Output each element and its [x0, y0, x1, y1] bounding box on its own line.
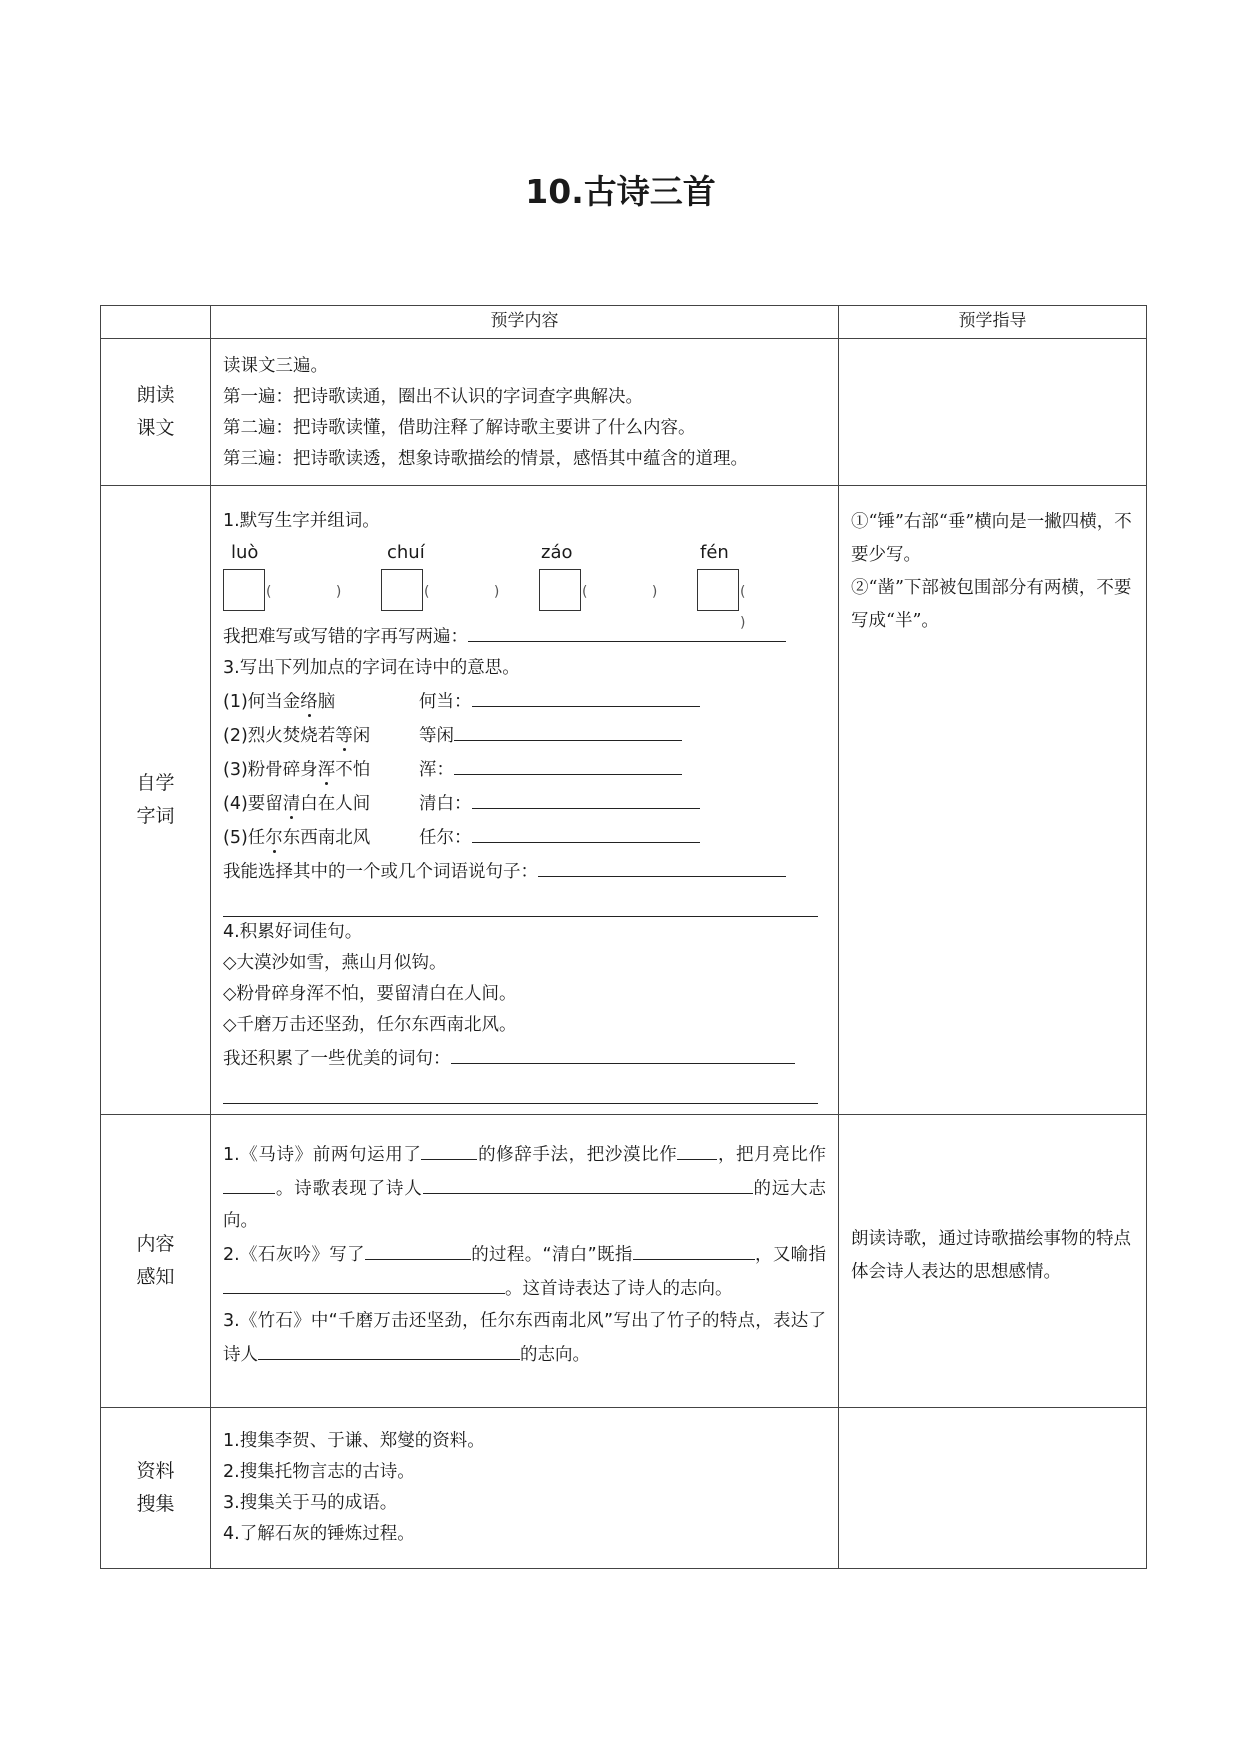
collect-line: 2.搜集托物言志的古诗。 [223, 1462, 415, 1482]
meaning-item [223, 718, 826, 752]
phrase [223, 755, 419, 786]
answer-blank[interactable] [454, 752, 682, 775]
collect-content [211, 1408, 839, 1569]
char-box[interactable] [697, 569, 739, 611]
meaning-item [223, 820, 826, 854]
reading-line: 第二遍：把诗歌读懂，借助注释了解诗歌主要讲了什么内容。 [223, 418, 696, 438]
collect-line: 1.搜集李贺、于谦、郑燮的资料。 [223, 1431, 485, 1451]
quote-line: ◇千磨万击还坚劲，任尔东西南北风。 [223, 1015, 517, 1035]
q1-text: 1.默写生字并组词。 [223, 511, 380, 531]
term-label: 任尔： [419, 828, 472, 848]
phrase-post: 东西南北风 [282, 828, 371, 848]
dotted-char: 尔 [265, 828, 283, 848]
phrase-pre: 粉骨碎身 [247, 760, 318, 780]
preview-table [100, 305, 1147, 1569]
q-text: 的志向。 [520, 1345, 590, 1365]
label-line: 搜集 [136, 1493, 175, 1515]
term-label: 浑： [419, 760, 454, 780]
quote-line: ◇粉骨碎身浑不怕，要留清白在人间。 [223, 984, 517, 1004]
answer-blank[interactable] [365, 1237, 471, 1260]
phrase [223, 721, 419, 752]
row-label-collect [101, 1408, 211, 1569]
q-text: 。诗歌表现了诗人 [275, 1179, 423, 1199]
answer-blank[interactable] [472, 786, 700, 809]
q3-text: 3.写出下列加点的字词在诗中的意思。 [223, 658, 520, 678]
term-label: 清白： [419, 794, 472, 814]
word-paren: ( ) [582, 584, 688, 600]
answer-blank[interactable] [223, 1271, 505, 1294]
label-line: 内容 [136, 1233, 175, 1255]
question-1 [223, 1137, 826, 1237]
content-guide: 朗读诗歌，通过诗歌描绘事物的特点体会诗人表达的思想感情。 [839, 1115, 1147, 1408]
collect-line: 3.搜集关于马的成语。 [223, 1493, 398, 1513]
label-line: 课文 [136, 417, 175, 439]
reading-line: 第三遍：把诗歌读透，想象诗歌描绘的情景，感悟其中蕴含的道理。 [223, 449, 748, 469]
table-row-collect [101, 1408, 1147, 1569]
meaning-item [223, 684, 826, 718]
meaning-item [223, 752, 826, 786]
pinyin: luò [231, 542, 259, 563]
header-cell-content: 预学内容 [211, 306, 839, 339]
writing-boxes [223, 569, 826, 631]
dotted-char: 清 [282, 794, 301, 814]
answer-blank[interactable] [454, 718, 682, 741]
answer-blank[interactable] [258, 1337, 520, 1360]
collect-line: 4.了解石灰的锤炼过程。 [223, 1524, 415, 1544]
dotted-char: 浑 [317, 760, 336, 780]
table-row-reading [101, 339, 1147, 486]
item-num: (3) [223, 760, 248, 780]
quote-line: ◇大漠沙如雪，燕山月似钩。 [223, 953, 447, 973]
content-perception [211, 1115, 839, 1408]
phrase-post: 脑 [317, 692, 336, 712]
reading-line: 读课文三遍。 [223, 356, 328, 376]
accumulate-line [223, 1041, 826, 1075]
answer-blank[interactable] [677, 1137, 717, 1160]
answer-blank[interactable] [472, 820, 700, 843]
phrase-post: 闲 [352, 726, 371, 746]
answer-blank[interactable] [451, 1041, 795, 1064]
q-text: ，把月亮比作 [717, 1145, 827, 1165]
word-paren: ( ) [424, 584, 530, 600]
pinyin: záo [541, 542, 573, 563]
word-paren: ( ) [266, 584, 372, 600]
dotted-char: 等 [335, 726, 353, 746]
guide-note: ②“凿”下部被包围部分有两横，不要写成“半”。 [851, 578, 1132, 631]
q-text: 。这首诗表达了诗人的志向。 [505, 1279, 733, 1299]
term-label: 何当： [419, 692, 472, 712]
answer-blank[interactable] [423, 1171, 753, 1194]
reading-guide [839, 339, 1147, 486]
reading-line: 第一遍：把诗歌读通，圈出不认识的字词查字典解决。 [223, 387, 643, 407]
answer-blank[interactable] [538, 854, 786, 877]
phrase [223, 687, 419, 718]
accumulate-text: 我还积累了一些优美的词句： [223, 1049, 451, 1069]
header-cell-guide: 预学指导 [839, 306, 1147, 339]
char-box[interactable] [539, 569, 581, 611]
char-box[interactable] [223, 569, 265, 611]
words-guide [839, 486, 1147, 1115]
phrase [223, 823, 419, 854]
q-text: 2.《石灰吟》写了 [223, 1245, 365, 1265]
guide-note: ①“锤”右部“垂”横向是一撇四横，不要少写。 [851, 512, 1132, 565]
answer-blank[interactable] [223, 1171, 275, 1194]
row-label-words [101, 486, 211, 1115]
meaning-item [223, 786, 826, 820]
label-line: 字词 [136, 805, 175, 827]
answer-full-line[interactable] [223, 888, 818, 917]
phrase-post: 白在人间 [300, 794, 371, 814]
answer-full-line[interactable] [223, 1075, 818, 1104]
label-line: 感知 [136, 1266, 175, 1288]
term-label: 等闲 [419, 726, 454, 746]
char-box[interactable] [381, 569, 423, 611]
pinyin: fén [700, 542, 729, 563]
table-header-row [101, 306, 1147, 339]
pinyin-row [223, 537, 826, 569]
q-text: ，又喻指 [754, 1245, 826, 1265]
answer-blank[interactable] [472, 684, 700, 707]
pinyin: chuí [387, 542, 425, 563]
label-line: 自学 [136, 772, 175, 794]
q-text: 的远大志向。 [223, 1179, 827, 1231]
header-cell-blank [101, 306, 211, 339]
answer-blank[interactable] [633, 1237, 755, 1260]
phrase-pre: 何当金 [247, 692, 301, 712]
q-text: 的修辞手法，把沙漠比作 [477, 1145, 678, 1165]
reading-content [211, 339, 839, 486]
item-num: (5) [223, 828, 248, 848]
question-2 [223, 1237, 826, 1305]
table-row-words [101, 486, 1147, 1115]
table-row-content [101, 1115, 1147, 1408]
phrase-post: 不怕 [335, 760, 371, 780]
phrase-pre: 烈火焚烧若 [247, 726, 336, 746]
question-3 [223, 1305, 826, 1371]
dotted-char: 络 [300, 692, 318, 712]
phrase-pre: 任 [247, 828, 266, 848]
q4-text: 4.积累好词佳句。 [223, 922, 363, 942]
item-num: (4) [223, 794, 248, 814]
sentence-text: 我能选择其中的一个或几个词语说句子： [223, 862, 538, 882]
rewrite-line [223, 619, 826, 653]
answer-blank[interactable] [468, 619, 786, 642]
sentence-line [223, 854, 826, 888]
word-paren: ( ) [740, 584, 776, 631]
q-text: 3.《竹石》中“千磨万击还坚劲，任尔东西南北风”写出了竹子的特点，表达了诗人 [223, 1311, 826, 1365]
page-title: 10.古诗三首 [525, 172, 716, 211]
rewrite-text: 我把难写或写错的字再写两遍： [223, 627, 468, 647]
item-num: (1) [223, 692, 248, 712]
collect-guide [839, 1408, 1147, 1569]
q-text: 的过程。“清白”既指 [470, 1245, 633, 1265]
label-line: 朗读 [136, 384, 175, 406]
row-label-content [101, 1115, 211, 1408]
q-text: 1.《马诗》前两句运用了 [223, 1145, 422, 1165]
answer-blank[interactable] [421, 1137, 477, 1160]
row-label-reading [101, 339, 211, 486]
label-line: 资料 [136, 1460, 175, 1482]
item-num: (2) [223, 726, 248, 746]
words-content [211, 486, 839, 1115]
phrase-pre: 要留 [247, 794, 283, 814]
phrase [223, 789, 419, 820]
